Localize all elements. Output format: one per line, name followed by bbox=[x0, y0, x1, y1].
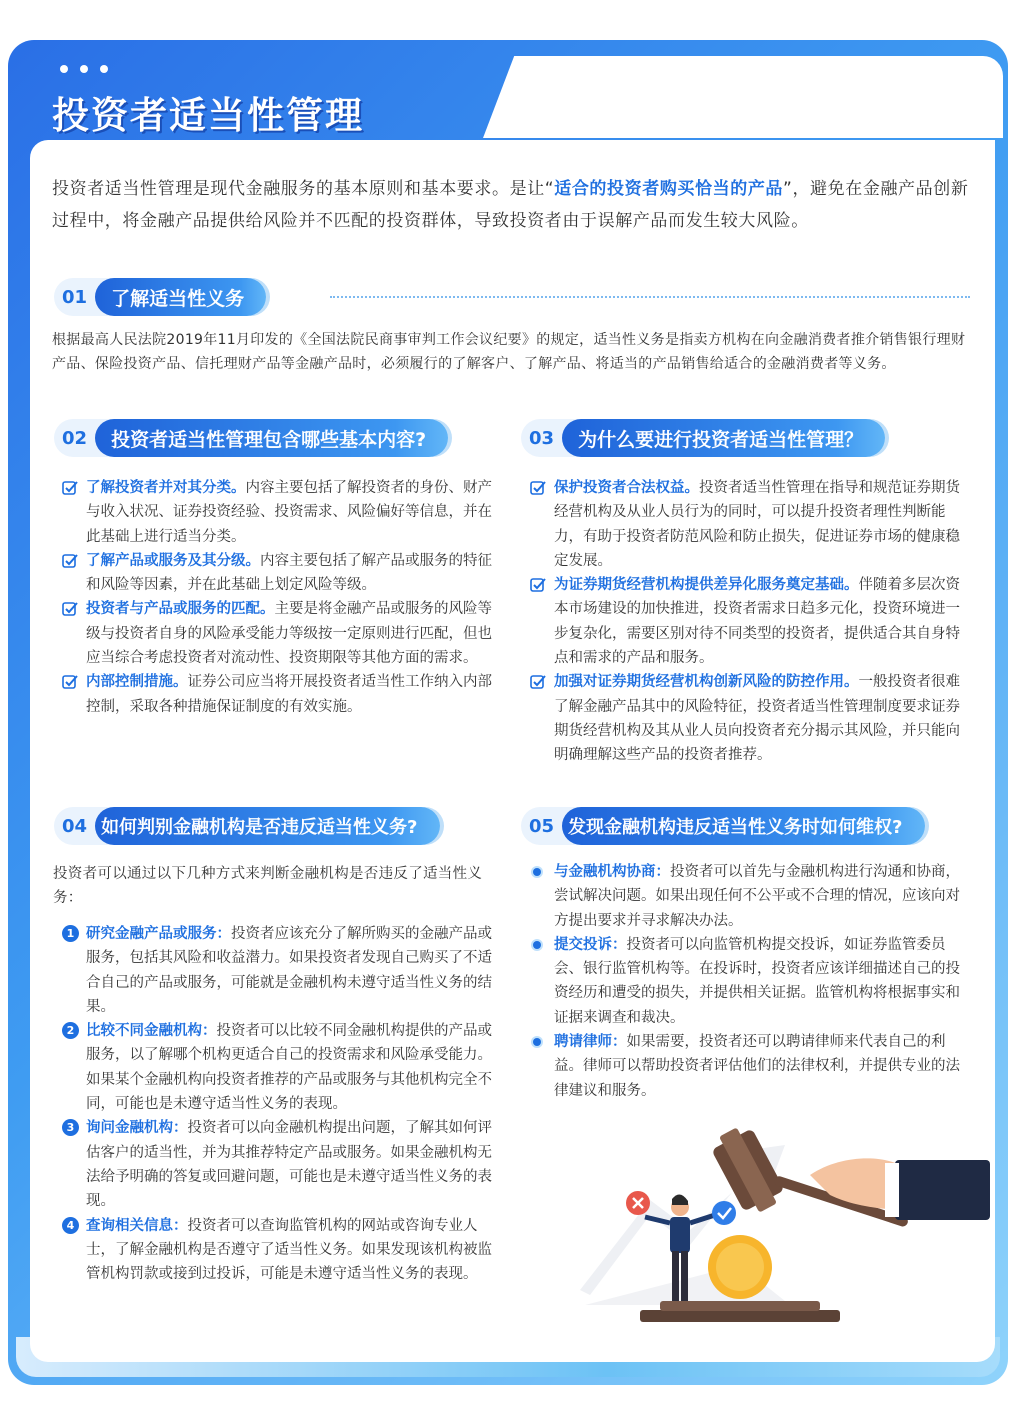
section-02-list bbox=[62, 476, 499, 719]
gavel-illustration bbox=[580, 1115, 990, 1335]
list-item: 内部控制措施。证券公司应当将开展投资者适当性工作纳入内部控制，采取各种措施保证制度的有效实施。 bbox=[62, 670, 499, 719]
section-04-header bbox=[54, 807, 440, 845]
section-03-list bbox=[530, 476, 970, 768]
numbered-circle-icon: 1 bbox=[62, 925, 79, 942]
bullet-dot-icon bbox=[533, 941, 541, 949]
section-01-body: 根据最高人民法院2019年11月印发的《全国法院民商事审判工作会议纪要》的规定，适当性义务是指卖方机构在向金融消费者推介销售银行理财产品、保险投资产品、信托理财产品等金融产品时，必须履行的了解客户、了解产品、将适当的产品销售给适合的金融消费者等义务。 bbox=[52, 332, 966, 372]
numbered-circle-icon: 4 bbox=[62, 1217, 79, 1234]
dotted-divider bbox=[330, 296, 970, 298]
check-square-icon bbox=[530, 480, 546, 496]
list-item: 聘请律师：如果需要，投资者还可以聘请律师来代表自己的利益。律师可以帮助投资者评估他们的法律权利，并提供专业的法律建议和服务。 bbox=[530, 1030, 970, 1103]
section-04-list bbox=[62, 922, 499, 1286]
section-title: 为什么要进行投资者适当性管理？ bbox=[562, 419, 885, 457]
window-dots bbox=[60, 65, 108, 73]
check-square-icon bbox=[62, 601, 78, 617]
section-04-intro: 投资者可以通过以下几种方式来判断金融机构是否违反了适当性义务： bbox=[53, 866, 483, 906]
section-title: 了解适当性义务 bbox=[95, 278, 266, 316]
header-tab-shape bbox=[483, 56, 1003, 138]
list-item: 了解产品或服务及其分级。内容主要包括了解产品或服务的特征和风险等因素，并在此基础上划定风险等级。 bbox=[62, 549, 499, 598]
numbered-circle-icon: 3 bbox=[62, 1119, 79, 1136]
numbered-circle-icon: 2 bbox=[62, 1022, 79, 1039]
section-02-header bbox=[54, 419, 448, 457]
intro-highlight: 适合的投资者购买恰当的产品 bbox=[554, 179, 784, 199]
list-item: 提交投诉：投资者可以向监管机构提交投诉，如证券监管委员会、银行监管机构等。在投诉时，投资者应该详细描述自己的投资经历和遭受的损失，并提供相关证据。监管机构将根据事实和证据来调查和裁决。 bbox=[530, 933, 970, 1030]
check-square-icon bbox=[62, 674, 78, 690]
bullet-dot-icon bbox=[533, 868, 541, 876]
list-item: 加强对证券期货经营机构创新风险的防控作用。一般投资者很难了解金融产品其中的风险特征，投资者适当性管理制度要求证券期货经营机构及其从业人员向投资者充分揭示其风险，并只能向明确理解这些产品的投资者推荐。 bbox=[530, 670, 970, 767]
list-item: 投资者与产品或服务的匹配。主要是将金融产品或服务的风险等级与投资者自身的风险承受能力等级按一定原则进行匹配，但也应当综合考虑投资者对流动性、投资期限等其他方面的需求。 bbox=[62, 597, 499, 670]
list-item: 与金融机构协商：投资者可以首先与金融机构进行沟通和协商，尝试解决问题。如果出现任何不公平或不合理的情况，应该向对方提出要求并寻求解决办法。 bbox=[530, 860, 970, 933]
section-03-header bbox=[521, 419, 885, 457]
list-item: 为证券期货经营机构提供差异化服务奠定基础。伴随着多层次资本市场建设的加快推进，投资者需求日趋多元化，投资环境进一步复杂化，需要区别对待不同类型的投资者，提供适合其自身特点和需求的产品和服务。 bbox=[530, 573, 970, 670]
sleeve-shape bbox=[895, 1160, 990, 1220]
check-square-icon bbox=[530, 674, 546, 690]
section-title: 投资者适当性管理包含哪些基本内容? bbox=[95, 419, 448, 457]
section-title: 发现金融机构违反适当性义务时如何维权? bbox=[562, 807, 924, 845]
list-item: 2 比较不同金融机构：投资者可以比较不同金融机构提供的产品或服务，以了解哪个机构更适合自己的投资需求和风险承受能力。如果某个金融机构向投资者推荐的产品或服务与其他机构完全不同，可能也是未遵守适当性义务的表现。 bbox=[62, 1019, 499, 1116]
check-square-icon bbox=[530, 577, 546, 593]
list-item: 3 询问金融机构：投资者可以向金融机构提出问题，了解其如何评估客户的适当性，并为其推荐特定产品或服务。如果金融机构无法给予明确的答复或回避问题，可能也是未遵守适当性义务的表现。 bbox=[62, 1116, 499, 1213]
check-square-icon bbox=[62, 553, 78, 569]
list-item: 了解投资者并对其分类。内容主要包括了解投资者的身份、财产与收入状况、证券投资经验、投资需求、风险偏好等信息，并在此基础上进行适当分类。 bbox=[62, 476, 499, 549]
list-item: 保护投资者合法权益。投资者适当性管理在指导和规范证券期货经营机构及从业人员行为的同时，可以提升投资者理性判断能力，有助于投资者防范风险和防止损失，促进证券市场的健康稳定发展。 bbox=[530, 476, 970, 573]
section-number: 05 bbox=[529, 815, 555, 837]
section-number: 02 bbox=[62, 427, 88, 449]
cross-badge-icon bbox=[626, 1191, 650, 1215]
gavel-base bbox=[640, 1310, 840, 1322]
list-item: 4 查询相关信息：投资者可以查询监管机构的网站或咨询专业人士，了解金融机构是否遵守了适当性义务。如果发现该机构被监管机构罚款或接到过投诉，可能是未遵守适当性义务的表现。 bbox=[62, 1214, 499, 1287]
check-square-icon bbox=[62, 480, 78, 496]
intro-paragraph: 投资者适当性管理是现代金融服务的基本原则和基本要求。是让“适合的投资者购买恰当的产品”，避免在金融产品创新过程中，将金融产品提供给风险并不匹配的投资群体，导致投资者由于误解产品而发生较大风险。 bbox=[52, 179, 969, 231]
decor-bars-icon bbox=[946, 84, 976, 136]
page-title: 投资者适当性管理 bbox=[52, 94, 364, 137]
section-05-list bbox=[530, 860, 970, 1103]
section-number: 04 bbox=[62, 815, 88, 837]
section-05-header bbox=[521, 807, 925, 845]
section-number: 01 bbox=[62, 286, 88, 308]
section-01-header bbox=[54, 278, 266, 316]
section-title: 如何判别金融机构是否违反适当性义务? bbox=[95, 807, 439, 845]
bullet-dot-icon bbox=[533, 1038, 541, 1046]
check-badge-icon bbox=[712, 1201, 736, 1225]
section-number: 03 bbox=[529, 427, 555, 449]
list-item: 1 研究金融产品或服务：投资者应该充分了解所购买的金融产品或服务，包括其风险和收益潜力。如果投资者发现自己购买了不适合自己的产品或服务，可能就是金融机构未遵守适当性义务的结果。 bbox=[62, 922, 499, 1019]
